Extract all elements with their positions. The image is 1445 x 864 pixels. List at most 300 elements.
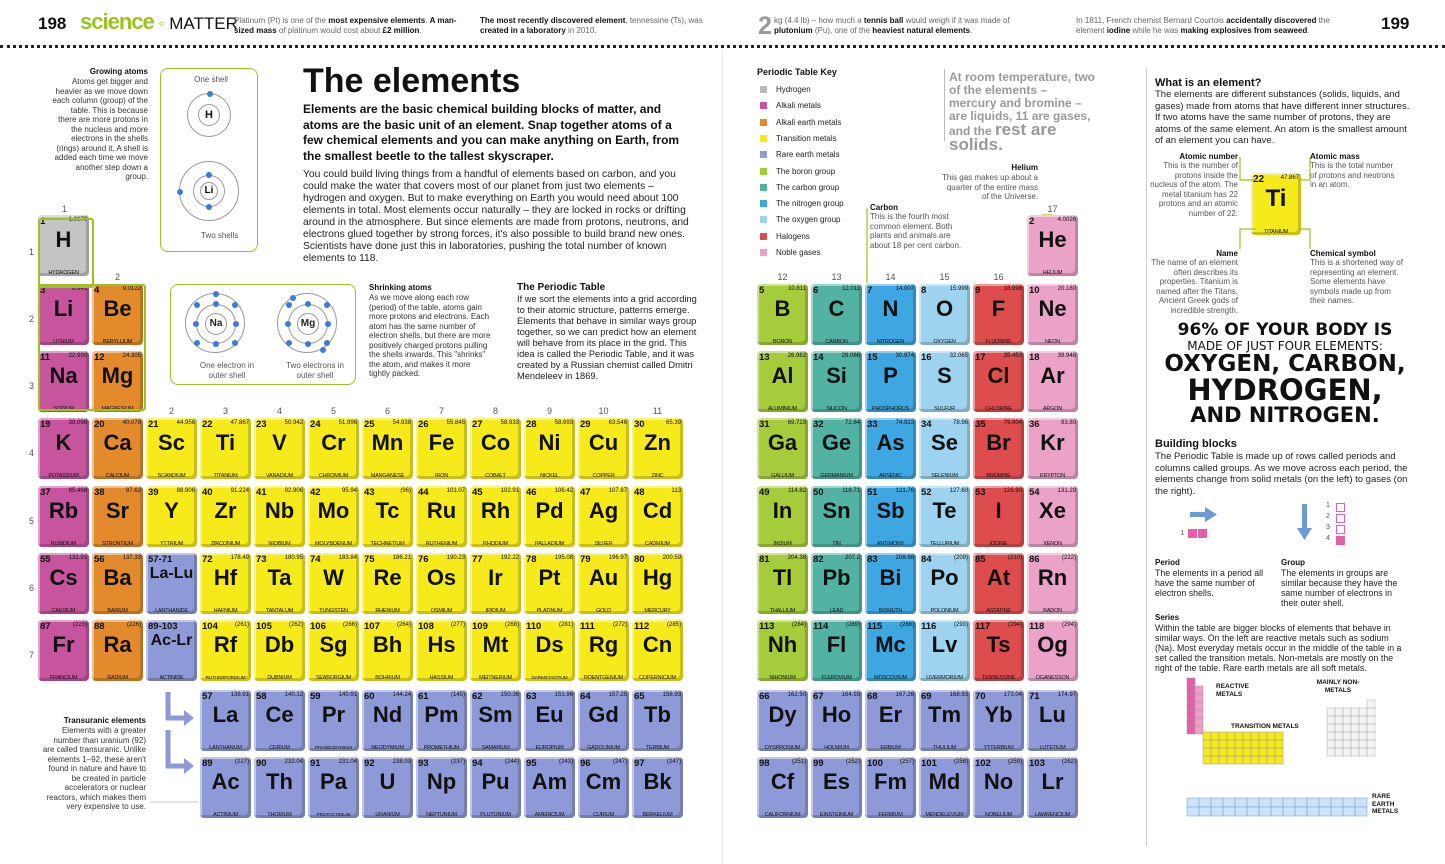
element-cell-hafnium [200, 553, 251, 614]
element-cell-rhenium [362, 553, 413, 614]
electron [285, 321, 291, 327]
element-name: POTASSIUM [48, 473, 79, 479]
element-name: SELENIUM [931, 473, 958, 479]
key-item [760, 101, 821, 110]
element-cell-iron [416, 418, 467, 479]
electron [305, 301, 311, 307]
element-name: FLEROVIUM [821, 675, 852, 681]
element-cell-rubidium [38, 486, 89, 547]
atomic-number: 103 [1029, 758, 1045, 769]
atomic-mass: 40.078 [122, 420, 141, 426]
mini-table-cell [1223, 807, 1235, 816]
atomic-mass: 157.25 [608, 692, 627, 698]
atomic-number: 94 [472, 758, 483, 769]
group-label: 4 [276, 406, 282, 416]
element-cell-germanium [811, 418, 862, 479]
element-symbol: Ac [211, 769, 240, 794]
element-symbol: Ga [767, 430, 798, 455]
lithium-nucleus: Li [200, 182, 218, 200]
atomic-mass: (210) [1007, 555, 1022, 561]
atomic-number: 72 [202, 554, 213, 565]
mini-table-cell [1219, 756, 1227, 764]
key-label: The boron group [776, 166, 836, 176]
mini-table-cell [1359, 724, 1367, 732]
atomic-mass: 10.811 [788, 286, 806, 292]
atomic-mass: 200.59 [662, 555, 681, 561]
fact-tennessine [480, 16, 710, 36]
key-label: Alkali earth metals [776, 117, 842, 127]
element-cell-bromine [973, 418, 1024, 479]
mini-table-cell [1223, 798, 1235, 807]
element-cell-carbon [811, 284, 862, 345]
two-shells-label: Two shells [201, 231, 239, 240]
intro-paragraph: Elements are the basic chemical building blocks of matter, and atoms are the basic unit of an element. Snap together atoms of a few chemical elements and you can make anything on Earth, from the smallest beetle to the tallest skyscraper. [303, 102, 680, 163]
atomic-number: 4 [94, 285, 100, 296]
group-label: 5 [330, 406, 336, 416]
element-symbol: Nd [372, 702, 403, 727]
mini-table-cell [1259, 807, 1271, 816]
atomic-mass: 132.91 [68, 555, 87, 561]
atomic-mass: 164.93 [841, 692, 860, 698]
element-cell-lanthanum [200, 690, 251, 751]
element-cell-scandium [146, 418, 197, 479]
key-swatch [760, 233, 767, 240]
fact-plutonium [774, 16, 1044, 36]
element-symbol: Po [930, 565, 959, 590]
mini-table-cell [1343, 740, 1351, 748]
element-name: RHENIUM [375, 608, 400, 614]
carbon-note-title: Carbon [870, 203, 898, 212]
key-label: Transition metals [776, 133, 837, 143]
mini-table-cell [1199, 798, 1211, 807]
hydrogen-nucleus: H [198, 104, 220, 126]
electron [194, 302, 200, 308]
element-cell-neodymium [362, 690, 413, 751]
atomic-mass: 72.64 [844, 420, 860, 426]
element-symbol: Cl [987, 363, 1010, 388]
fact-run: of platinum would cost about [276, 26, 383, 35]
mini-table-cell [1275, 748, 1283, 756]
mini-table-cell [1327, 740, 1335, 748]
element-symbol: In [772, 498, 793, 523]
atomic-number: 78 [526, 554, 537, 565]
element-cell-calcium [92, 418, 143, 479]
element-name: NOBELIUM [984, 812, 1013, 818]
key-item [760, 167, 835, 176]
element-name: PROTACTINIUM [316, 813, 351, 818]
element-cell-americium [524, 757, 575, 818]
atomic-number: 108 [418, 621, 434, 632]
element-symbol: Rn [1037, 565, 1068, 590]
group-label: 8 [492, 406, 498, 416]
element-name: LIVERMORIUM [926, 675, 963, 681]
atomic-mass: 178.49 [230, 555, 249, 561]
atomic-mass: 114.82 [788, 488, 806, 494]
element-name: NITROGEN [876, 339, 905, 345]
sodium-atom-diagram [185, 293, 245, 353]
mini-table-cell [1319, 798, 1331, 807]
key-label: Hydrogen [776, 85, 811, 94]
atomic-number: 40 [202, 487, 213, 498]
mini-table-cell [1195, 726, 1203, 734]
atomic-number: 64 [580, 691, 591, 702]
atomic-number: 44 [418, 487, 429, 498]
element-symbol: I [995, 498, 1002, 523]
atomic-mass: (285) [666, 622, 681, 628]
page-number-right: 199 [1381, 14, 1410, 33]
key-item [760, 85, 811, 94]
element-symbol: Cn [642, 632, 673, 657]
element-cell-vanadium [254, 418, 305, 479]
atomic-number: 105 [256, 621, 272, 632]
atomic-number: 69 [921, 691, 932, 702]
symbol-text: This is a shortened way of representing an element. Some elements have symbols made up from their names. [1310, 258, 1403, 305]
element-symbol: O [935, 296, 954, 321]
element-symbol: Tb [644, 702, 671, 727]
atomic-mass: (264) [396, 622, 411, 628]
mini-table-cell [1187, 798, 1199, 807]
fact-run: In 1811, French chemist Bernard Courtois [1076, 16, 1227, 25]
element-name: OSMIUM [430, 608, 453, 614]
element-name: TENNESSINE [981, 675, 1016, 681]
mini-table-cell [1187, 718, 1195, 726]
element-cell-cobalt [470, 418, 521, 479]
element-symbol: Zn [644, 430, 671, 455]
element-name: SCANDIUM [157, 473, 186, 479]
atomic-mass: (277) [450, 622, 465, 628]
element-name: GOLD [596, 608, 611, 614]
element-name: RUTHENIUM [425, 541, 458, 547]
element-symbol: Hg [642, 565, 673, 590]
sodium-nucleus: Na [205, 313, 227, 335]
key-label: Alkali metals [776, 101, 821, 111]
atomic-mass: 207.2 [844, 555, 860, 561]
brand-word: science [80, 9, 154, 34]
atomic-mass-title: Atomic mass [1310, 152, 1360, 161]
element-name: MAGNESIUM [101, 406, 134, 412]
element-cell-francium [38, 620, 89, 681]
atomic-number: 112 [634, 621, 650, 632]
atomic-number: 92 [364, 758, 375, 769]
element-name: DARMSTADTIUM [531, 676, 568, 681]
element-symbol: Sc [158, 430, 185, 455]
mini-table-cell [1259, 740, 1267, 748]
element-symbol: Lr [1041, 769, 1064, 794]
element-symbol: Rb [48, 498, 79, 523]
atomic-mass: 232.04 [284, 759, 303, 765]
element-cell-caesium [38, 553, 89, 614]
element-cell-mendelevium [919, 757, 970, 818]
atomic-mass: 131.29 [1057, 488, 1076, 494]
group-diagram-label: 1 [1326, 502, 1330, 509]
mini-table-cell [1359, 708, 1367, 716]
element-name: PROMETHIUM [423, 745, 460, 751]
element-name: SAMARIUM [481, 745, 510, 751]
fact-run: making explosives from seaweed [1180, 26, 1308, 35]
atomic-mass: (247) [666, 759, 681, 765]
key-swatch [760, 216, 767, 223]
element-name: ALUMINIUM [767, 406, 798, 412]
element-symbol: Rg [588, 632, 619, 657]
mini-table-cell [1275, 756, 1283, 764]
mini-table-cell [1247, 798, 1259, 807]
electron [206, 172, 212, 178]
element-cell-einsteinium [811, 757, 862, 818]
mini-table-cell [1195, 710, 1203, 718]
atomic-mass: (272) [612, 622, 627, 628]
element-symbol: Te [932, 498, 957, 523]
ti-number: 22 [1253, 174, 1265, 185]
element-symbol: Ar [1040, 363, 1065, 388]
element-name: RUTHERFORDIUM [205, 676, 246, 681]
callout-line-2: MADE OF JUST FOUR ELEMENTS: [1187, 339, 1383, 353]
element-name: URANIUM [375, 812, 400, 818]
atomic-mass: 150.36 [500, 692, 519, 698]
fact-run: most expensive elements [328, 16, 426, 25]
atomic-mass: 151.96 [554, 692, 573, 698]
element-cell-darmstadtium [524, 620, 575, 681]
fact-quote [949, 71, 1097, 153]
page-number-left: 198 [38, 14, 67, 33]
mini-table-cell [1275, 740, 1283, 748]
atomic-number: 53 [975, 487, 986, 498]
element-symbol: Ni [538, 430, 561, 455]
mini-table-cell [1267, 748, 1275, 756]
mini-table-cell [1247, 807, 1259, 816]
mini-table-cell [1307, 807, 1319, 816]
atomic-mass: 204.38 [787, 555, 806, 561]
atomic-number: 37 [40, 487, 51, 498]
atomic-number: 45 [472, 487, 483, 498]
fact-run: created in a laboratory [480, 26, 566, 35]
atomic-mass: (266) [342, 622, 357, 628]
mini-table-cell [1267, 740, 1275, 748]
atomic-number: 20 [94, 419, 105, 430]
key-swatch [760, 184, 767, 191]
element-symbol: Se [931, 430, 958, 455]
mini-table-cell [1259, 748, 1267, 756]
atomic-mass: (259) [1007, 759, 1022, 765]
key-item [760, 215, 841, 224]
atomic-number: 10 [1029, 285, 1040, 296]
group-text: The elements in groups are similar because they have the same number of electrons in their outer shell. [1281, 568, 1398, 608]
atomic-mass: 18.998 [1003, 286, 1022, 292]
atomic-mass: 144.24 [392, 692, 411, 698]
fact-run: . [425, 16, 430, 25]
mini-table-cell [1199, 807, 1211, 816]
element-cell-technetium [362, 486, 413, 547]
element-name: MOSCOVIUM [874, 675, 907, 681]
mini-table-cell [1235, 807, 1247, 816]
element-name: ANTIMONY [876, 541, 905, 547]
key-label: The nitrogen group [776, 199, 844, 209]
element-symbol: Ca [103, 430, 132, 455]
element-cell-europium [524, 690, 575, 751]
mini-table-cell [1335, 748, 1343, 756]
atomic-mass: (288) [899, 622, 914, 628]
atomic-mass: 44.956 [176, 420, 195, 426]
ti-name: TITANIUM [1264, 229, 1288, 235]
element-symbol: Xe [1039, 498, 1066, 523]
element-cell-ytterbium [973, 690, 1024, 751]
element-symbol: Cr [321, 430, 346, 455]
element-name: NEPTUNIUM [426, 812, 457, 818]
element-symbol: Tm [928, 702, 961, 727]
fact-run: . [419, 26, 422, 35]
element-symbol: Os [426, 565, 457, 590]
page-gutter [722, 50, 723, 864]
electron [177, 189, 183, 195]
lanthanide-arrows [150, 690, 200, 810]
group-label: 11 [652, 406, 663, 416]
key-label: Rare earth metals [776, 150, 840, 160]
element-name: TANTALUM [265, 608, 294, 614]
atomic-mass: 50.942 [284, 420, 303, 426]
element-name: RADIUM [107, 675, 128, 681]
element-name: BERKELIUM [642, 812, 673, 818]
atomic-number: 13 [759, 352, 770, 363]
atomic-mass: 55.845 [446, 420, 465, 426]
element-cell-fermium [865, 757, 916, 818]
fact-run: heaviest natural elements [872, 26, 971, 35]
mini-table-cell [1187, 726, 1195, 734]
atomic-mass: 79.904 [1003, 420, 1022, 426]
atomic-mass: (145) [450, 692, 465, 698]
periodic-table-text: If we sort the elements into a grid according to their atomic structure, patterns emerge. Elements that behave in similar ways group together, so we can predict how an element will behave from its place in the grid. This idea is called the Periodic Table, and it was created by a Russian chemist called Dmitri Mendeleev in 1869. [517, 294, 697, 381]
atomic-number: 25 [364, 419, 375, 430]
element-symbol: Cm [585, 769, 622, 794]
fact-run: . [1307, 26, 1310, 35]
element-cell-californium [757, 757, 808, 818]
period-label: 6 [29, 583, 35, 593]
mini-table-cell [1235, 748, 1243, 756]
series-logo: science ◦ MATTER [80, 9, 238, 34]
atomic-mass: 158.93 [662, 692, 681, 698]
mini-table-cell [1227, 748, 1235, 756]
mini-table-cell [1211, 756, 1219, 764]
non-metals-label: MAINLY NON-METALS [1316, 679, 1360, 694]
period-diagram-cell [1188, 529, 1197, 538]
atomic-number: 76 [418, 554, 429, 565]
mini-table-cell [1327, 724, 1335, 732]
mini-table-cell [1343, 748, 1351, 756]
atomic-mass: 24.305 [122, 353, 141, 359]
element-name: IRON [435, 473, 448, 479]
element-symbol: Ge [821, 430, 852, 455]
atomic-number: 81 [759, 554, 770, 565]
mini-table-cell [1367, 748, 1375, 756]
element-name: TERBIUM [645, 745, 670, 751]
key-swatch [760, 119, 767, 126]
group-title: Group [1281, 558, 1305, 567]
atomic-number: 23 [256, 419, 267, 430]
building-blocks-text: The Periodic Table is made up of rows called periods and columns called groups. As we move across each period, the elements change from solid metals (on the left) to gases (on the right). [1155, 451, 1408, 497]
atomic-number: 99 [813, 758, 824, 769]
mini-table-cell [1203, 740, 1211, 748]
mini-table-cell [1187, 710, 1195, 718]
element-symbol: Zr [214, 498, 237, 523]
atomic-mass: 173.04 [1003, 692, 1022, 698]
element-symbol: Mg [101, 363, 134, 388]
mini-table-cell [1227, 732, 1235, 740]
mini-table-cell [1187, 807, 1199, 816]
atomic-mass: 118.71 [842, 488, 860, 494]
electron [324, 302, 330, 308]
element-name: PHOSPHORUS [871, 406, 910, 412]
mini-table-cell [1283, 798, 1295, 807]
mini-table-cell [1267, 756, 1275, 764]
element-cell-actinium [200, 757, 251, 818]
atomic-mass: (262) [288, 622, 303, 628]
mini-table-cell [1359, 716, 1367, 724]
atomic-number: 9 [975, 285, 981, 296]
element-symbol: Lv [931, 632, 958, 657]
atomic-number: 88 [94, 621, 105, 632]
element-name: HAFNIUM [213, 608, 238, 614]
ti-mass: 47.867 [1280, 175, 1299, 181]
element-cell-oxygen [919, 284, 970, 345]
element-symbol: Pa [320, 769, 347, 794]
element-name: LEAD [829, 608, 844, 614]
electron [232, 302, 238, 308]
atomic-number: 43 [364, 487, 375, 498]
fact-run: tennis ball [863, 16, 904, 25]
element-name: OXYGEN [933, 339, 956, 345]
transuranic-title: Transuranic elements [63, 716, 146, 725]
atomic-mass: 30.974 [895, 353, 914, 359]
element-symbol: Ag [588, 498, 619, 523]
key-swatch [760, 102, 767, 109]
arrow-right-icon [1205, 507, 1217, 522]
atomic-mass: (247) [612, 759, 627, 765]
mini-table-cell [1195, 718, 1203, 726]
group-diagram-label: 2 [1326, 513, 1330, 520]
element-name: BISMUTH [878, 608, 903, 614]
group-label: 2 [168, 406, 174, 416]
atomic-mass: (244) [504, 759, 519, 765]
atomic-mass: 140.12 [284, 692, 303, 698]
element-name: CERIUM [269, 745, 290, 751]
atomic-mass: (226) [126, 622, 141, 628]
element-cell-silver [578, 486, 629, 547]
mini-table-cell [1195, 702, 1203, 710]
mini-table-cell [1219, 740, 1227, 748]
atomic-number: 67 [813, 691, 824, 702]
mini-table-cell [1367, 708, 1375, 716]
atomic-mass: 137.33 [122, 555, 141, 561]
atomic-number: 16 [921, 352, 932, 363]
atomic-number: 60 [364, 691, 375, 702]
element-symbol: Al [771, 363, 794, 388]
atomic-mass: 127.60 [949, 488, 968, 494]
atomic-number: 97 [634, 758, 645, 769]
atomic-number: 2 [1029, 216, 1035, 227]
mini-table-cell [1251, 748, 1259, 756]
atomic-mass: (209) [953, 555, 968, 561]
mini-table-cell [1319, 807, 1331, 816]
element-symbol: Hf [213, 565, 238, 590]
element-cell-hassium [416, 620, 467, 681]
mini-table-cell [1335, 716, 1343, 724]
reactive-metals-label: REACTIVE METALS [1216, 683, 1249, 698]
group-label: 2 [114, 272, 120, 282]
atomic-mass: 87.62 [125, 488, 141, 494]
element-symbol: Rh [480, 498, 511, 523]
atomic-number: 68 [867, 691, 878, 702]
electron [213, 301, 219, 307]
mini-table-cell [1203, 748, 1211, 756]
group-label: 13 [831, 272, 842, 282]
